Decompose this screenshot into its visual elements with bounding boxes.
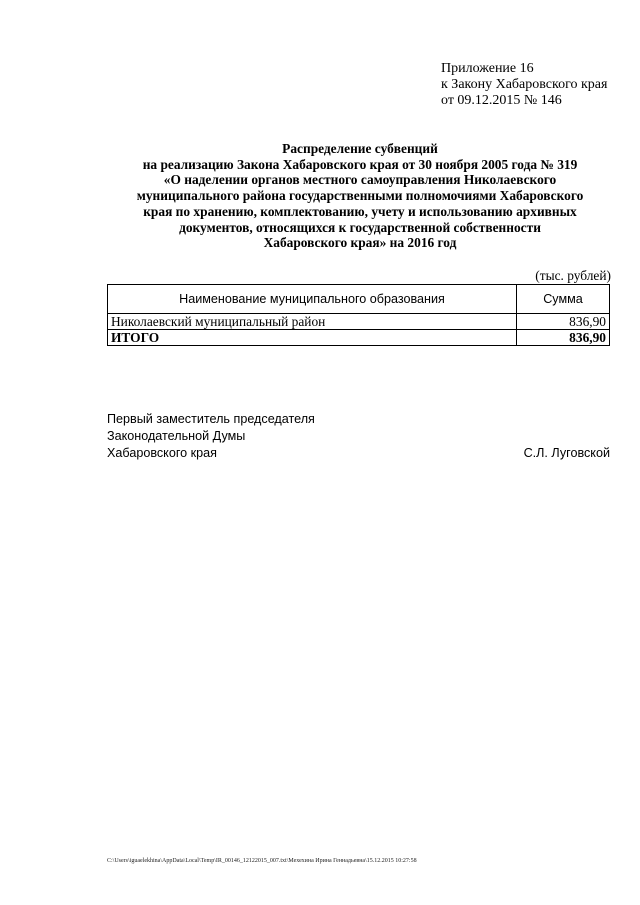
annex-date: от 09.12.2015 № 146 <box>441 93 562 108</box>
header-municipality: Наименование муниципального образования <box>108 285 517 314</box>
title-line-4: муниципального района государственными полномочиями Хабаровского <box>136 188 584 204</box>
footer-file-path: C:\Users\iguaelekhina\AppData\Local\Temp\IR_00146_12122015_007.txt\Мехехина Ирина Геннадьевна\15.12.2015 10:27:58 <box>107 858 417 864</box>
signature-position-line-2: Законодательной Думы <box>107 429 246 443</box>
total-sum: 836,90 <box>517 330 610 346</box>
title-line-2: на реализацию Закона Хабаровского края от 30 ноября 2005 года № 319 <box>142 156 578 172</box>
title-line-7: Хабаровского края» на 2016 год <box>263 235 457 251</box>
signature-block <box>107 411 315 462</box>
table-header-row <box>108 285 610 314</box>
row-municipality: Николаевский муниципальный район <box>108 314 517 330</box>
signature-position-line-3: Хабаровского края <box>107 446 217 460</box>
table-total-row <box>108 330 610 346</box>
title-line-3: «О наделении органов местного самоуправления Николаевского <box>163 172 557 188</box>
title-line-6: документов, относящихся к государственной собственности <box>179 219 541 235</box>
subvention-table <box>107 284 610 346</box>
signature-position-line-1: Первый заместитель председателя <box>107 412 315 426</box>
units-label: (тыс. рублей) <box>535 268 611 283</box>
row-sum: 836,90 <box>517 314 610 330</box>
title-line-1: Распределение субвенций <box>282 141 438 156</box>
header-sum: Сумма <box>517 285 610 314</box>
document-title <box>80 141 640 251</box>
annex-number: Приложение 16 <box>441 61 534 76</box>
table-row <box>108 314 610 330</box>
title-line-5: края по хранению, комплектованию, учету и использованию архивных <box>143 203 577 219</box>
signer-name: С.Л. Луговской <box>523 446 610 460</box>
annex-law-reference: к Закону Хабаровского края <box>441 77 608 92</box>
annex-header <box>441 61 607 109</box>
total-label: ИТОГО <box>108 330 517 346</box>
